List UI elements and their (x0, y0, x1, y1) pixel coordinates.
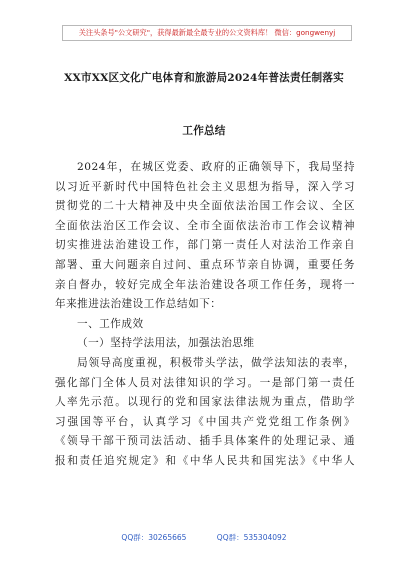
footer-qq-group-1: QQ群：30265665 (121, 533, 187, 542)
header-banner: 关注头条号"公文研究"，获得最新最全最专业的公文资料库！ 微信：gongwenyj (62, 25, 352, 41)
body-line: 年来推进法治建设工作总结如下： (55, 298, 222, 311)
body-line: 部署、重大问题亲自过问、重点环节亲自协调，重要任务 (55, 258, 355, 271)
body-line: 局领导高度重视，积极带头学法，做学法知法的表率， (77, 356, 355, 369)
body-line: 亲自督办，较好完成全年法治建设各项工作任务，现将一 (55, 278, 355, 291)
document-title: XX市XX区文化广电体育和旅游局2024年普法责任制落实 (64, 72, 344, 84)
body-line: 贯彻党的二十大精神及中央全面依法治国工作会议、全区 (55, 200, 355, 213)
body-line: 以习近平新时代中国特色社会主义思想为指导，深入学习 (55, 180, 355, 193)
document-body (55, 158, 355, 472)
body-line: 强化部门全体人员对法律知识的学习。一是部门第一责任 (55, 376, 355, 389)
body-line: 报和责任追究规定》和《中华人民共和国宪法》《中华人 (55, 454, 355, 467)
section-heading: 一、工作成效 (77, 317, 144, 330)
body-line: 全面依法治区工作会议、全市全面依法治市工作会议精神 (55, 219, 355, 232)
body-line: 《领导干部干预司法活动、插手具体案件的处理记录、通 (55, 435, 355, 448)
body-line: 切实推进法治建设工作，部门第一责任人对法治工作亲自 (55, 239, 355, 252)
document-title-line2: 工作总结 (182, 125, 226, 137)
body-line: 习强国等平台，认真学习《中国共产党党组工作条例》 (55, 415, 355, 428)
footer-qq-group-2: QQ群：535304092 (216, 533, 287, 542)
body-line: 人率先示范。以现行的党和国家法律法规为重点，借助学 (55, 396, 355, 409)
subsection-heading: （一）坚持学法用法，加强法治思维 (77, 337, 255, 350)
footer (0, 532, 408, 543)
body-line: 2024年，在城区党委、政府的正确领导下，我局坚持 (77, 161, 355, 173)
